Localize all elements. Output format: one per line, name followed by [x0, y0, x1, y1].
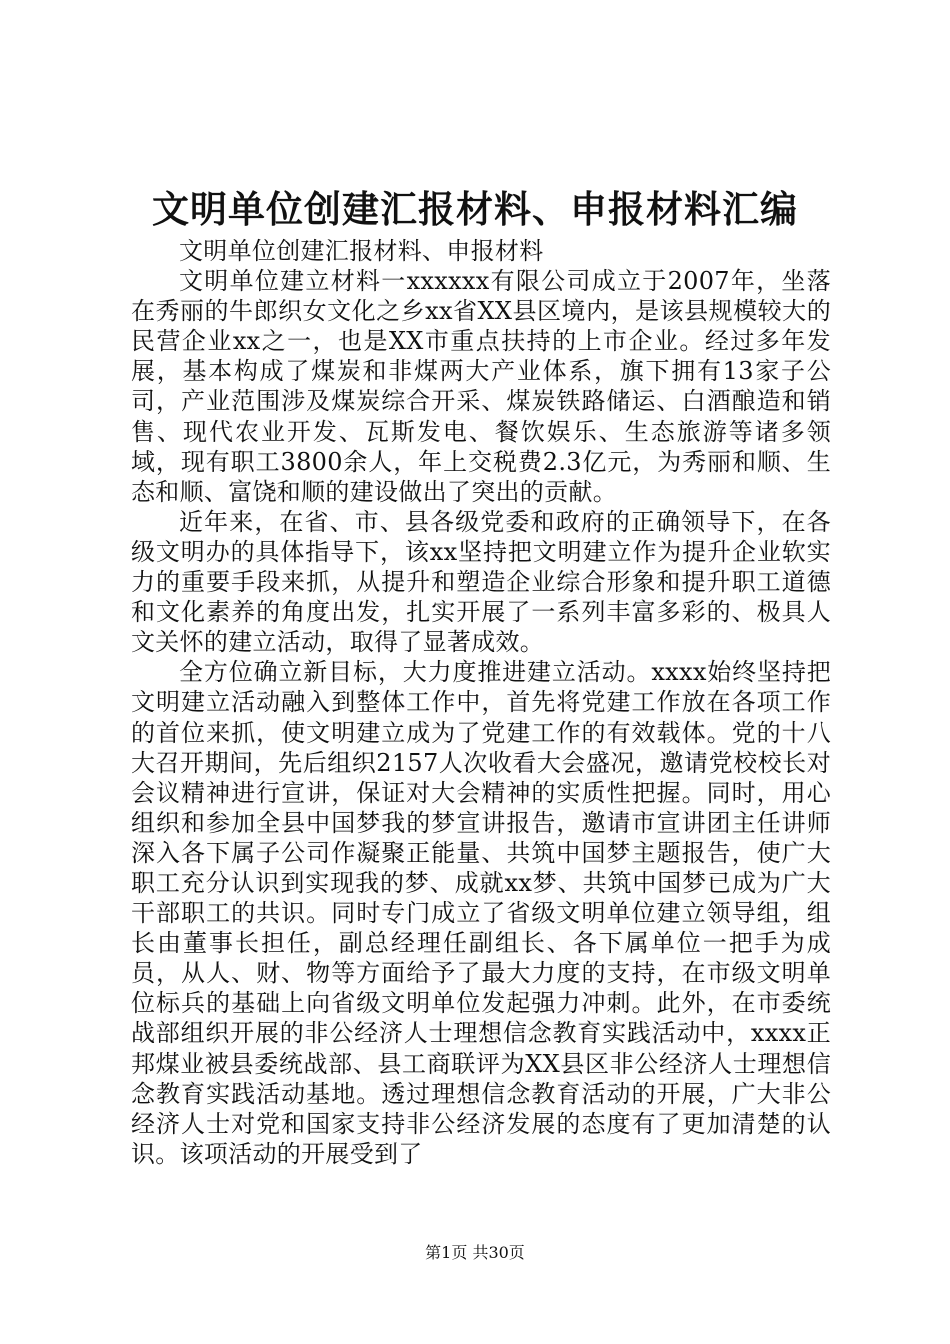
page-number-footer: 第1页 共30页	[425, 1243, 525, 1262]
body-paragraph: 全方位确立新目标，大力度推进建立活动。xxxx始终坚持把文明建立活动融入到整体工作中，首先将党建工作放在各项工作的首位来抓，使文明建立成为了党建工作的有效载体。党的十八大召开期间，先后组织2157人次收看大会盛况，邀请党校校长对会议精神进行宣讲，保证对大会精神的实质性把握。同时，用心组织和参加全县中国梦我的梦宣讲报告，邀请市宣讲团主任讲师深入各下属子公司作凝聚正能量、共筑中国梦主题报告，使广大职工充分认识到实现我的梦、成就xx梦、共筑中国梦已成为广大干部职工的共识。同时专门成立了省级文明单位建立领导组，组长由董事长担任，副总经理任副组长、各下属单位一把手为成员，从人、财、物等方面给予了最大力度的支持，在市级文明单位标兵的基础上向省级文明单位发起强力冲刺。此外，在市委统战部组织开展的非公经济人士理想信念教育实践活动中，xxxx正邦煤业被县委统战部、县工商联评为XX县区非公经济人士理想信念教育实践活动基地。透过理想信念教育活动的开展，广大非公经济人士对党和国家支持非公经济发展的态度有了更加清楚的认识。该项活动的开展受到了	[131, 658, 831, 1168]
body-paragraph: 近年来，在省、市、县各级党委和政府的正确领导下，在各级文明办的具体指导下，该xx坚持把文明建立作为提升企业软实力的重要手段来抓，从提升和塑造企业综合形象和提升职工道德和文化素养的角度出发，扎实开展了一系列丰富多彩的、极具人文关怀的建立活动，取得了显著成效。	[131, 507, 831, 657]
body-paragraph: 文明单位建立材料一xxxxxx有限公司成立于2007年，坐落在秀丽的牛郎织女文化之乡xx省XX县区境内，是该县规模较大的民营企业xx之一，也是XX市重点扶持的上市企业。经过多年发展，基本构成了煤炭和非煤两大产业体系，旗下拥有13家子公司，产业范围涉及煤炭综合开采、煤炭铁路储运、白酒酿造和销售、现代农业开发、瓦斯发电、餐饮娱乐、生态旅游等诸多领域，现有职工3800余人，年上交税费2.3亿元，为秀丽和顺、生态和顺、富饶和顺的建设做出了突出的贡献。	[131, 267, 831, 506]
subtitle-paragraph: 文明单位创建汇报材料、申报材料	[179, 237, 544, 265]
document-title: 文明单位创建汇报材料、申报材料汇编	[152, 187, 798, 231]
document-body	[131, 236, 831, 1169]
